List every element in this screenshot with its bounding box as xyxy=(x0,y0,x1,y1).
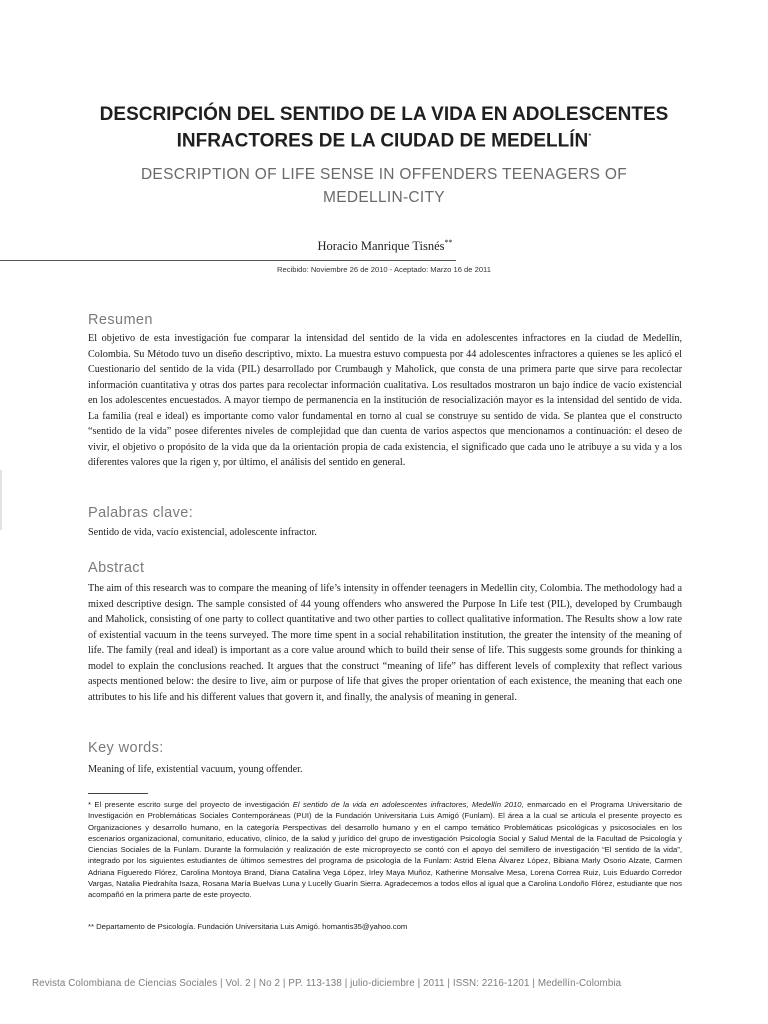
resumen-text: El objetivo de esta investigación fue comparar la intensidad del sentido de la vida en adolescentes infractores en la ciudad de Medellín, Colombia. Su Método tuvo un diseño descriptivo, mixto. La muestra estuvo compuesta por 44 adolescentes infractores a quienes se les aplicó el Cuestionario del sentido de la vida (PIL) desarrollado por Crumbaugh y Maholick, que consta de una primera parte que sirve para recolectar información cuantitativa y otras dos partes para recolectar información cualitativa. Los resultados mostraron un bajo índice de vacío existencial en los adolescentes encuestados. A mayor tiempo de permanencia en la institución de resocialización mayor es la intensidad del sentido de vida. La familia (real e ideal) es importante como valor fundamental en torno al cual se construye su sentido de vida. Se plantea que el constructo “sentido de la vida” posee diferentes niveles de complejidad que dan cuenta de varios aspectos que mencionamos a continuación: el deseo de vivir, el objetivo o propósito de la vida que da la orientación propia de cada existencia, el significado que cada uno le atribuye a su vida y a los diferentes valores que la rigen y, por último, el análisis del sentido en general. xyxy=(88,333,682,468)
footnote-1 xyxy=(88,799,682,900)
title-english-line1: DESCRIPTION OF LIFE SENSE IN OFFENDERS TEENAGERS OF xyxy=(140,166,628,183)
title-spanish xyxy=(60,104,708,152)
footnote-rule xyxy=(88,793,148,794)
key-words-heading: Key words: xyxy=(88,740,164,756)
key-words-text: Meaning of life, existential vacuum, young offender. xyxy=(88,764,303,775)
abstract-text: The aim of this research was to compare the meaning of life’s intensity in offender teenagers in Medellin city, Colombia. The methodology had a mixed descriptive design. The sample consisted of 44 young offenders who answered the Purpose In Life test (PIL), developed by Crumbaugh and Maholick, consisting of one party to collect quantitative and two other parties to collect qualitative information. The Results show a low rate of existential vacuum in the teens surveyed. The more time spent in a social rehabilitation institution, the greater the intensity of the meaning of life. The family (real and ideal) is important as a core value around which to build their sense of life. This suggests some grounds for thinking a model to explain the conclusions reached. It argues that the construct “meaning of life” has different levels of complexity that reflect various aspects mentioned below: the desire to live, aim or purpose of life that gives the proper orientation of each existence, the meaning that each one attributes to his life and his different values that govern it, and finally, the analysis of meaning in general. xyxy=(88,583,682,703)
author-footnote-mark: ** xyxy=(444,238,453,247)
journal-footer: Revista Colombiana de Ciencias Sociales | Vol. 2 | No 2 | PP. 113-138 | julio-diciembre | 2011 | ISSN: 2216-1201 | Medellín-Colombia xyxy=(32,978,622,989)
title-spanish-line2-text: INFRACTORES DE LA CIUDAD DE MEDELLÍN xyxy=(176,130,589,152)
title-spanish-line1: DESCRIPCIÓN DEL SENTIDO DE LA VIDA EN ADOLESCENTES xyxy=(99,104,669,125)
author-name: Horacio Manrique Tisnés xyxy=(317,239,445,254)
received-accepted-dates: Recibido: Noviembre 26 de 2010 - Aceptado: Marzo 16 de 2011 xyxy=(277,265,491,274)
palabras-clave-heading: Palabras clave: xyxy=(88,505,194,521)
title-english xyxy=(80,163,688,209)
footnote-1-project-title: El sentido de la vida en adolescentes infractores, Medellín 2010 xyxy=(292,800,522,809)
footnote-1-intro: * El presente escrito surge del proyecto de investigación xyxy=(88,800,293,809)
footnote-2: ** Departamento de Psicología. Fundación Universitaria Luis Amigó. homantis35@yahoo.com xyxy=(88,922,408,931)
title-english-line2: MEDELLIN-CITY xyxy=(323,189,445,206)
title-spanish-line2 xyxy=(60,126,708,152)
title-footnote-mark: * xyxy=(588,132,592,141)
author-rule xyxy=(0,260,456,261)
resumen-heading: Resumen xyxy=(88,312,153,328)
palabras-clave-text: Sentido de vida, vacío existencial, adolescente infractor. xyxy=(88,527,317,538)
footnote-1-body: , enmarcado en el Programa Universitario de Investigación en Problemáticas Sociales Contemporáneas (PUI) de la Fundación Universitaria Luis Amigó (Funlam). El área a la cual se articula el presente proyecto es Organizaciones y desarrollo humano, en la categoría Perspectivas del desarrollo humano y en el campo temático Problemáticas psicológicas y psicosociales en los escenarios organizacional, comunitario, educativo, clínico, de la salud y jurídico del grupo de investigación Psicología Social y Salud Mental de la Facultad de Psicología y Ciencias Sociales de la Funlam. Durante la formulación y realización de este microproyecto se contó con el apoyo del semillero de investigación “El sentido de la vida”, integrado por los siguientes estudiantes de últimos semestres del programa de psicología de la Funlam: Astrid Elena Álvarez López, Bibiana Marly Osorio Alzate, Carmen Adriana Figueredo Flórez, Carolina Montoya Brand, Diana Catalina Vega López, Irley Maya Muñoz, Katherine Monsalve Mesa, Lorena Correa Ruiz, Luis Eduardo Corredor Vargas, Natalia Piedrahíta Isaza, Rosana María Buelvas Luna y Lucelly Guarín Sierra. Agradecemos a todos ellos al igual que a Carolina Londoño Flórez, estudiante que nos acompañó en la primera parte de este proyecto. xyxy=(88,800,682,899)
author xyxy=(250,238,520,254)
margin-mark xyxy=(0,470,2,530)
abstract-heading: Abstract xyxy=(88,560,145,576)
